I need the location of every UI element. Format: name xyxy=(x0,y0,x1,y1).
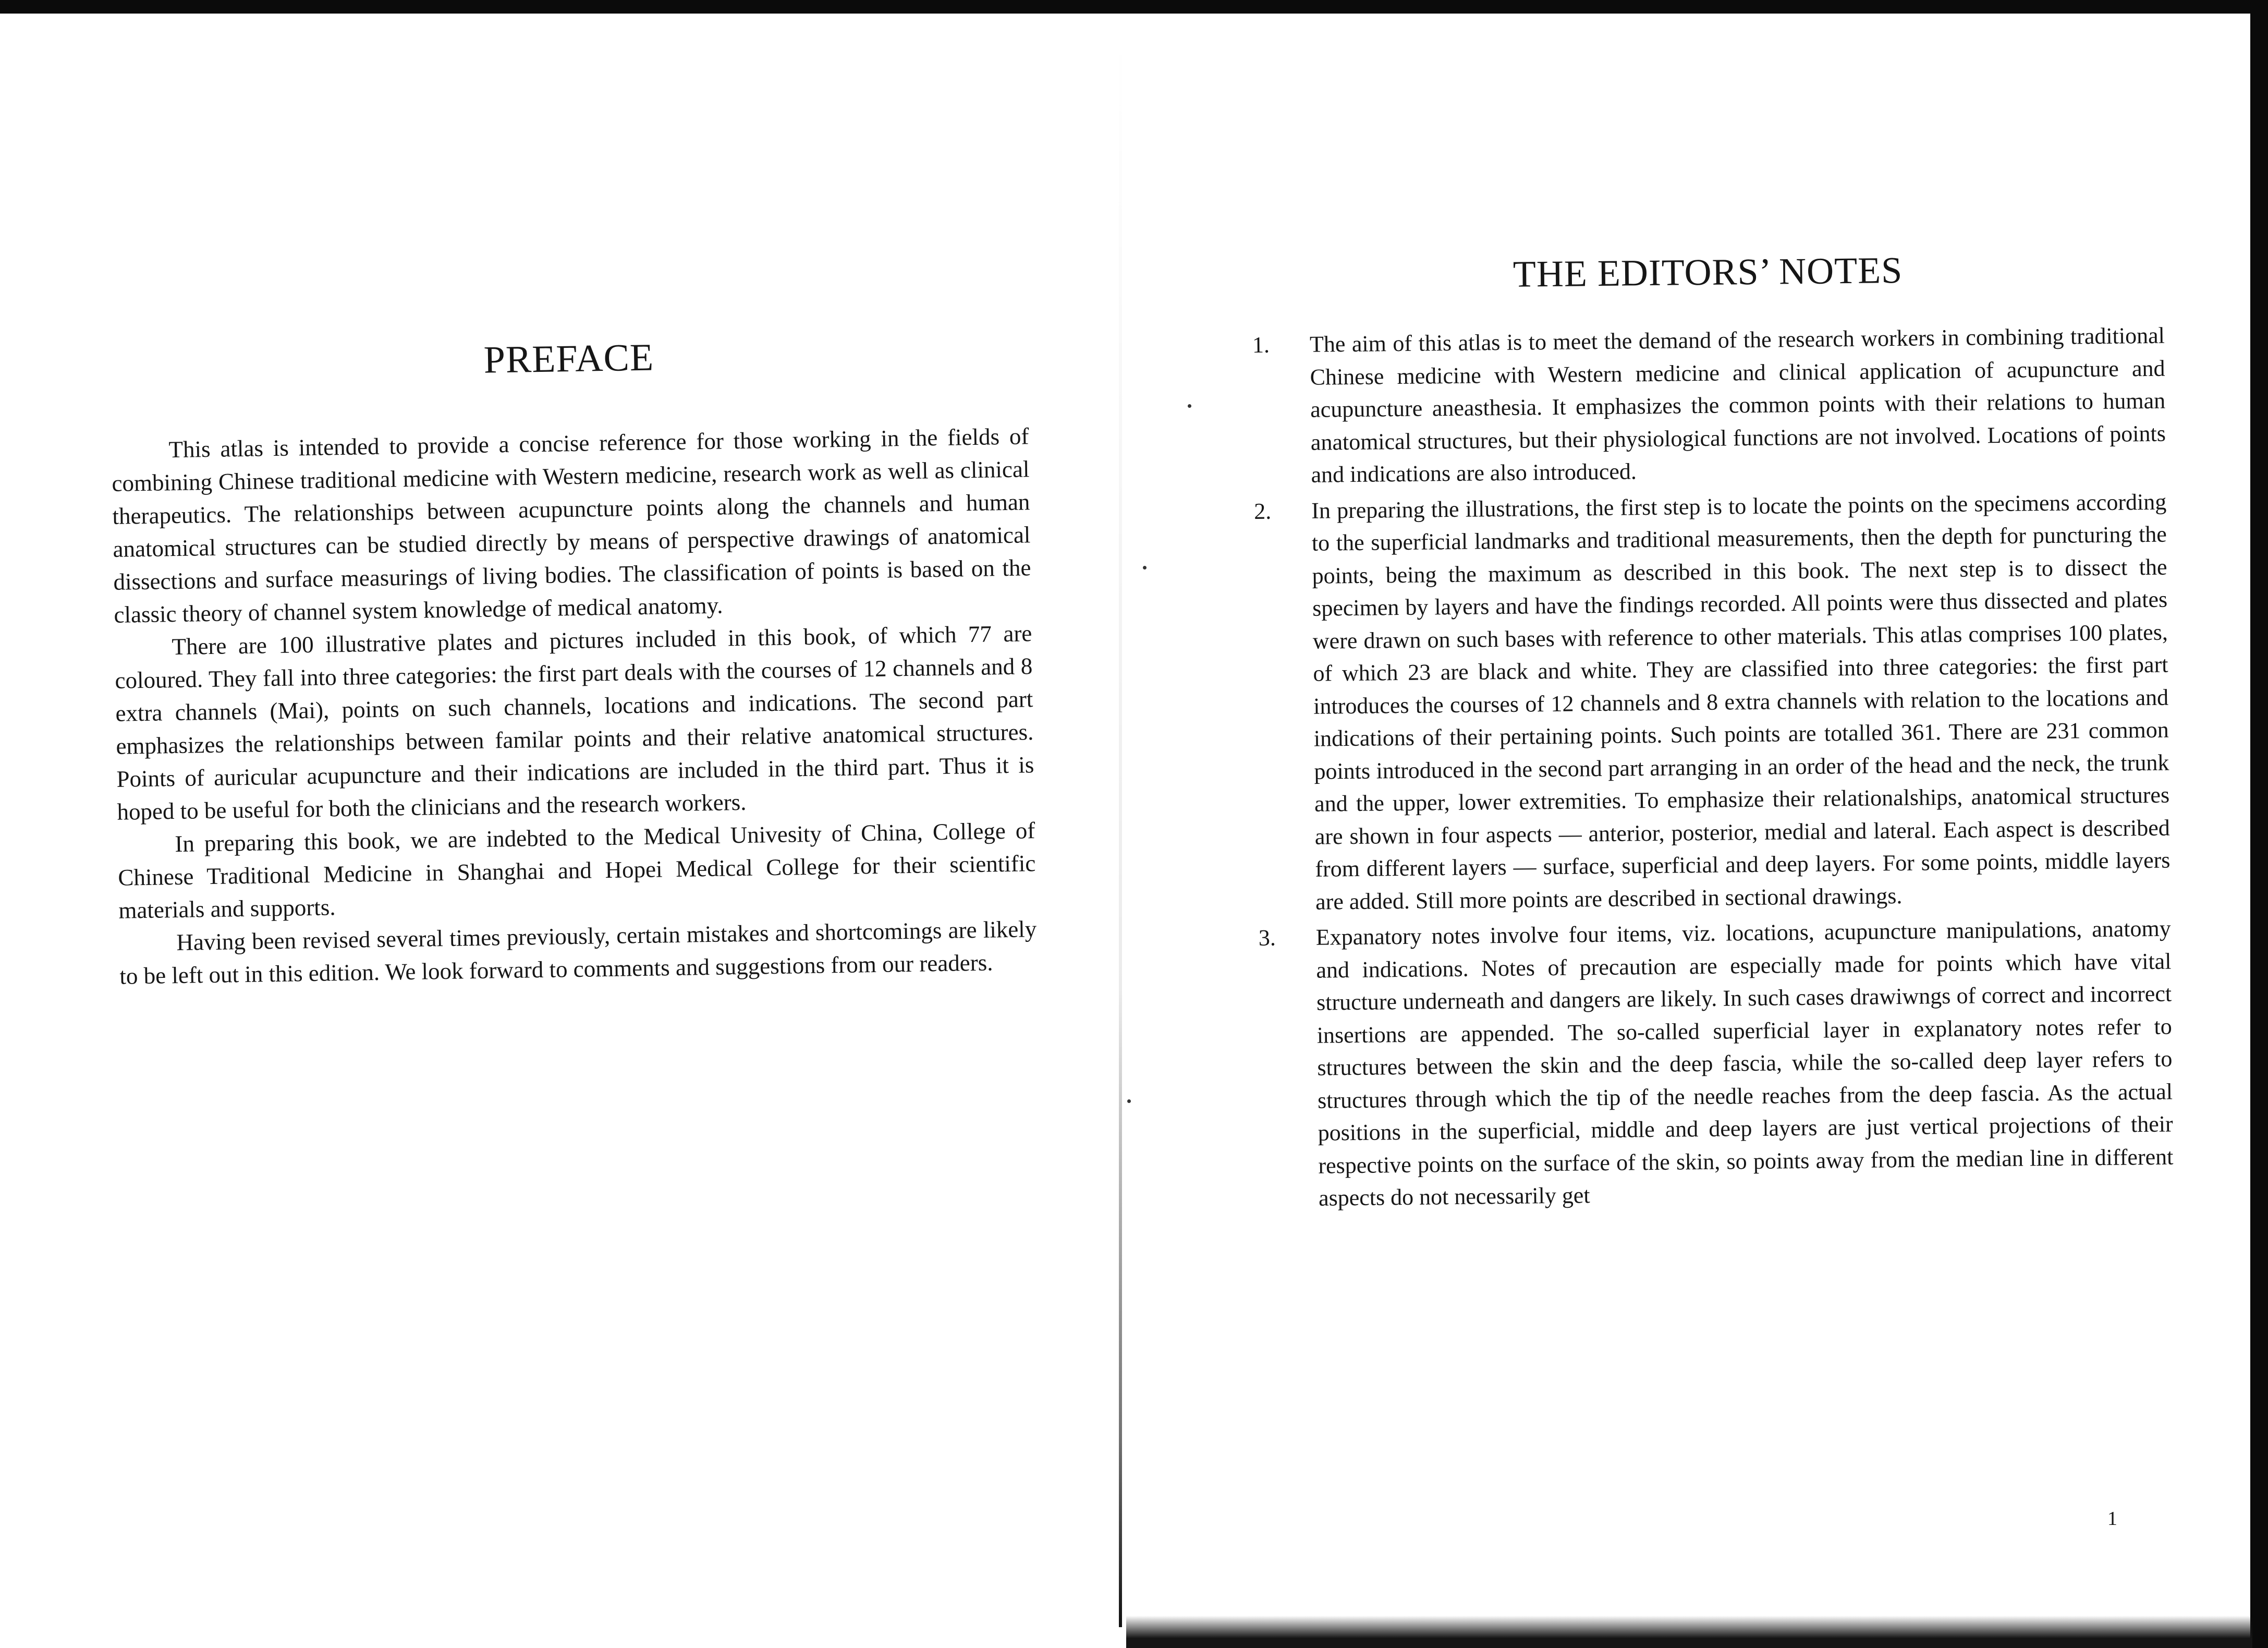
note-number: 1. xyxy=(1252,332,1270,358)
preface-title: PREFACE xyxy=(483,336,654,382)
editors-notes-title: THE EDITORS’ NOTES xyxy=(1513,249,1903,295)
scan-speck xyxy=(1127,1099,1131,1103)
scan-right-edge xyxy=(2250,0,2268,1648)
note-number: 2. xyxy=(1254,498,1272,524)
scan-speck xyxy=(1143,566,1147,569)
preface-paragraph: There are 100 illustrative plates and pictures included in this book, of which 77 are coloured. They fall into three categories: the first part deals with the courses of 12 channels and 8 extra channels (Mai), points on such channels, locations and indications. The second part emphasizes the relationships between familar points and their relative anatomical structures. Points of auricular acupuncture and their indications are included in the third part. Thus it is hoped to be useful for both the clinicians and the research workers. xyxy=(115,620,1034,825)
note-text: In preparing the illustrations, the first step is to locate the points on the specimens according to the superficial landmarks and traditional measurements, then the depth for puncturing the points, being the maximum as described in this book. The next step is to dissect the specimen by layers and have the findings recorded. All points were thus dissected and plates were drawn on such bases with reference to other materials. This atlas comprises 100 plates, of which 23 are black and white. They are classified into three categories: the first part introduces the courses of 12 channels and 8 extra channels with relation to the locations and indications of their pertaining points. Such points are totalled 361. There are 231 common points introduced in the second part arranging in an order of the head and the neck, the trunk and the upper, lower extremities. To emphasize their relationalships, anatomical structures are shown in four aspects — anterior, posterior, medial and lateral. Each aspect is described from different layers — surface, superficial and deep layers. For some points, middle layers are added. Still more points are described in sectional drawings. xyxy=(1311,489,2171,915)
editors-note-item xyxy=(1254,486,2171,919)
note-text: Expanatory notes involve four items, viz. locations, acupuncture manipulations, anatomy and indications. Notes of precaution are especially made for points which have vital structure underneath and dangers are likely. In such cases drawiwngs of correct and incorrect insertions are appended. The so-called superficial layer in explanatory notes refer to structures between the skin and the deep fascia, while the so-called deep layer refers to structures through which the tip of the needle reaches from the deep fascia. As the actual positions in the superficial, middle and deep layers are just vertical projections of their respective points on the surface of the skin, so points away from the median line in different aspects do not necessarily get xyxy=(1315,915,2174,1211)
book-gutter xyxy=(1119,31,1122,1627)
editors-note-item xyxy=(1259,913,2174,1216)
scan-speck xyxy=(1188,404,1191,408)
note-text: The aim of this atlas is to meet the demand of the research workers in combining traditional Chinese medicine with Western medicine and clinical application of acupuncture and acupuncture aneasthesia. It emphasizes the common points with their relations to human anatomical structures, but their physiological functions are not involved. Locations of points and indications are also introduced. xyxy=(1309,322,2166,488)
page-number: 1 xyxy=(2107,1508,2117,1530)
preface-paragraph: Having been revised several times previously, certain mistakes and shortcomings are likely to be left out in this edition. We look forward to comments and suggestions from our readers. xyxy=(119,916,1037,989)
left-page xyxy=(104,0,1038,993)
editors-note-item xyxy=(1252,320,2166,492)
scan-bottom-shadow xyxy=(1126,1616,2252,1648)
preface-paragraph: In preparing this book, we are indebted to the Medical Univesity of China, College of Chinese Traditional Medicine in Shanghai and Hopei Medical College for their scientific materials and supports. xyxy=(118,817,1036,924)
preface-paragraph: This atlas is intended to provide a concise reference for those working in the fields of combining Chinese traditional medicine with Western medicine, research work as well as clinical therapeutics. The relationships between acupuncture points along the channels and human anatomical structures can be studied directly by means of perspective drawings of anatomical dissections and surface measurings of living bodies. The classification of points is based on the classic theory of channel system knowledge of medical anatomy. xyxy=(112,423,1031,628)
right-page xyxy=(1249,0,2174,1218)
note-number: 3. xyxy=(1258,925,1276,951)
